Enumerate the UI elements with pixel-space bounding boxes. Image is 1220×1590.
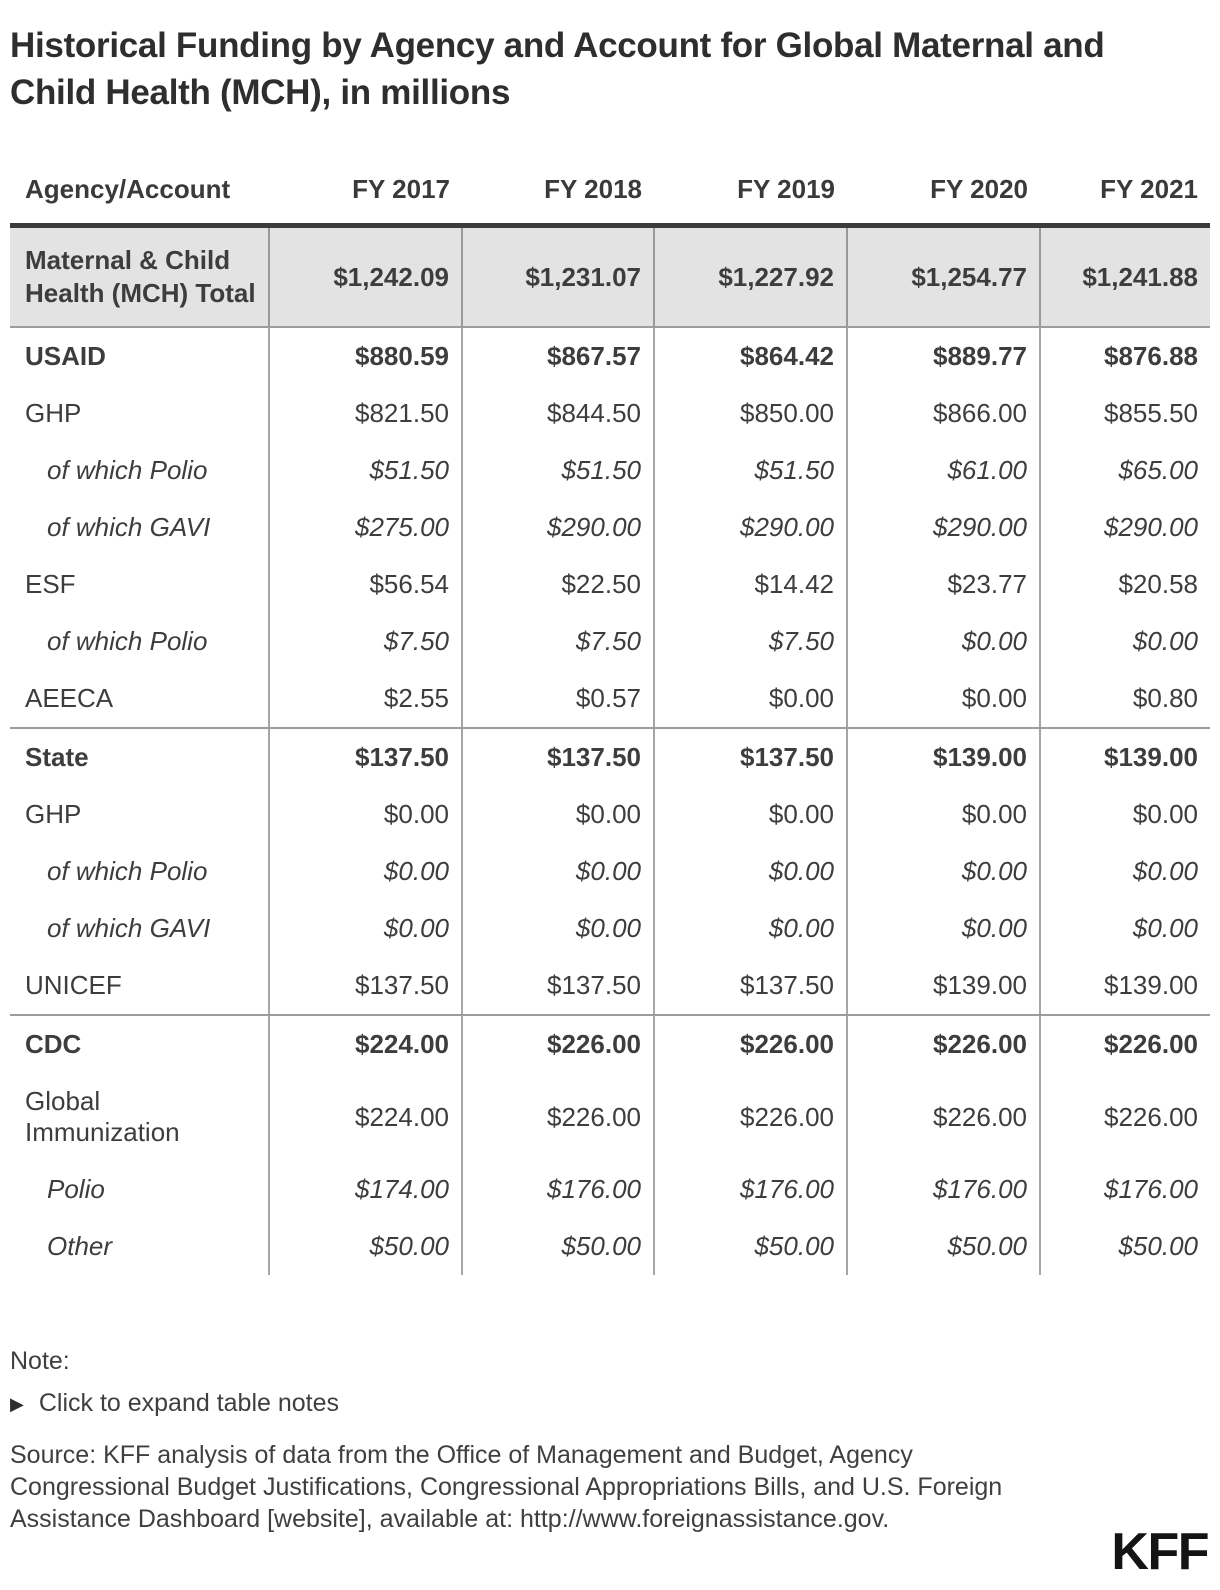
cell-value: $889.77 <box>847 327 1040 385</box>
cell-value: $51.50 <box>462 442 654 499</box>
cell-value: $51.50 <box>269 442 462 499</box>
expand-table-notes-toggle[interactable] <box>10 1389 339 1418</box>
cell-value: $7.50 <box>462 613 654 670</box>
cell-value: $880.59 <box>269 327 462 385</box>
cell-value: $176.00 <box>1040 1161 1210 1218</box>
cell-value: $290.00 <box>654 499 847 556</box>
column-header-agency-account: Agency/Account <box>10 166 269 226</box>
cell-value: $0.00 <box>269 900 462 957</box>
source-text: Source: KFF analysis of data from the Office of Management and Budget, Agency Congressional Budget Justifications, Congressional Appropriations Bills, and U.S. Foreign Assistance Dashboard [website], available at: http://www.foreignassistance.gov. <box>10 1441 1003 1533</box>
table-row-cdc-other <box>10 1218 1210 1275</box>
cell-value: $1,242.09 <box>269 226 462 328</box>
cell-value: $850.00 <box>654 385 847 442</box>
table-row-usaid <box>10 327 1210 385</box>
cell-value: $290.00 <box>462 499 654 556</box>
cell-value: $0.00 <box>462 900 654 957</box>
cell-value: $224.00 <box>269 1073 462 1161</box>
column-header-fy2021: FY 2021 <box>1040 166 1210 226</box>
cell-value: $290.00 <box>1040 499 1210 556</box>
cell-value: $226.00 <box>462 1073 654 1161</box>
row-label: Other <box>47 1231 113 1261</box>
cell-value: $0.00 <box>654 670 847 728</box>
cell-value: $0.00 <box>654 786 847 843</box>
row-label: CDC <box>25 1029 82 1059</box>
expand-toggle-label: Click to expand table notes <box>38 1389 340 1417</box>
cell-value: $1,241.88 <box>1040 226 1210 328</box>
cell-value: $139.00 <box>1040 957 1210 1015</box>
table-row-cdc-global-immunization <box>10 1073 1210 1161</box>
cell-value: $0.00 <box>654 900 847 957</box>
cell-value: $0.00 <box>462 843 654 900</box>
cell-value: $0.00 <box>654 843 847 900</box>
table-row-usaid-ghp <box>10 385 1210 442</box>
cell-value: $14.42 <box>654 556 847 613</box>
column-header-fy2018: FY 2018 <box>462 166 654 226</box>
cell-value: $51.50 <box>654 442 847 499</box>
row-label: of which GAVI <box>47 512 211 542</box>
cell-value: $139.00 <box>1040 728 1210 786</box>
table-row-state-ghp-gavi <box>10 900 1210 957</box>
notes-section <box>10 1347 1210 1535</box>
column-header-fy2017: FY 2017 <box>269 166 462 226</box>
row-label: Maternal & Child Health (MCH) Total <box>10 226 269 328</box>
kff-logo: KFF <box>1111 1523 1208 1581</box>
column-header-fy2020: FY 2020 <box>847 166 1040 226</box>
cell-value: $23.77 <box>847 556 1040 613</box>
cell-value: $7.50 <box>654 613 847 670</box>
row-label: Polio <box>47 1174 105 1204</box>
table-row-cdc-polio <box>10 1161 1210 1218</box>
cell-value: $0.00 <box>269 843 462 900</box>
row-label: GHP <box>25 398 82 428</box>
cell-value: $22.50 <box>462 556 654 613</box>
cell-value: $290.00 <box>847 499 1040 556</box>
cell-value: $1,231.07 <box>462 226 654 328</box>
cell-value: $226.00 <box>1040 1015 1210 1073</box>
cell-value: $176.00 <box>462 1161 654 1218</box>
cell-value: $2.55 <box>269 670 462 728</box>
table-header <box>10 166 1210 226</box>
row-label: ESF <box>25 569 76 599</box>
cell-value: $56.54 <box>269 556 462 613</box>
row-label: of which Polio <box>47 626 208 656</box>
cell-value: $864.42 <box>654 327 847 385</box>
row-label: GHP <box>25 799 82 829</box>
cell-value: $0.00 <box>1040 613 1210 670</box>
cell-value: $50.00 <box>847 1218 1040 1275</box>
cell-value: $137.50 <box>269 957 462 1015</box>
table-row-usaid-ghp-polio <box>10 442 1210 499</box>
table-row-state <box>10 728 1210 786</box>
cell-value: $226.00 <box>847 1015 1040 1073</box>
header-row <box>10 166 1210 226</box>
column-header-fy2019: FY 2019 <box>654 166 847 226</box>
cell-value: $0.00 <box>1040 900 1210 957</box>
cell-value: $0.00 <box>847 900 1040 957</box>
cell-value: $174.00 <box>269 1161 462 1218</box>
cell-value: $226.00 <box>654 1073 847 1161</box>
cell-value: $0.00 <box>847 786 1040 843</box>
table-row-cdc <box>10 1015 1210 1073</box>
cell-value: $0.00 <box>269 786 462 843</box>
cell-value: $50.00 <box>462 1218 654 1275</box>
table-row-usaid-esf <box>10 556 1210 613</box>
cell-value: $50.00 <box>269 1218 462 1275</box>
cell-value: $50.00 <box>654 1218 847 1275</box>
row-label: AEECA <box>10 670 269 728</box>
cell-value: $0.57 <box>462 670 654 728</box>
cell-value: $139.00 <box>847 728 1040 786</box>
cell-value: $7.50 <box>269 613 462 670</box>
cell-value: $176.00 <box>847 1161 1040 1218</box>
cell-value: $0.00 <box>1040 786 1210 843</box>
cell-value: $844.50 <box>462 385 654 442</box>
cell-value: $866.00 <box>847 385 1040 442</box>
table-row-usaid-esf-polio <box>10 613 1210 670</box>
cell-value: $224.00 <box>269 1015 462 1073</box>
cell-value: $20.58 <box>1040 556 1210 613</box>
cell-value: $867.57 <box>462 327 654 385</box>
funding-table <box>10 166 1210 1275</box>
figure-container <box>0 22 1220 1581</box>
cell-value: $50.00 <box>1040 1218 1210 1275</box>
cell-value: $0.00 <box>462 786 654 843</box>
cell-value: $0.00 <box>847 613 1040 670</box>
table-row-usaid-aeeca <box>10 670 1210 728</box>
cell-value: $61.00 <box>847 442 1040 499</box>
note-label: Note: <box>10 1347 70 1375</box>
row-label: of which Polio <box>47 455 208 485</box>
table-row-state-ghp-polio <box>10 843 1210 900</box>
cell-value: $137.50 <box>654 728 847 786</box>
row-label: State <box>25 742 89 772</box>
cell-value: $821.50 <box>269 385 462 442</box>
row-label: of which Polio <box>47 856 208 886</box>
cell-value: $1,227.92 <box>654 226 847 328</box>
cell-value: $137.50 <box>462 728 654 786</box>
cell-value: $137.50 <box>462 957 654 1015</box>
figure-title: Historical Funding by Agency and Account for Global Maternal and Child Health (MCH), in millions <box>10 26 1105 112</box>
cell-value: $226.00 <box>654 1015 847 1073</box>
cell-value: $855.50 <box>1040 385 1210 442</box>
cell-value: $275.00 <box>269 499 462 556</box>
row-label: of which GAVI <box>47 913 211 943</box>
table-row-mch-total <box>10 226 1210 328</box>
cell-value: $0.00 <box>847 843 1040 900</box>
cell-value: $137.50 <box>269 728 462 786</box>
cell-value: $0.80 <box>1040 670 1210 728</box>
cell-value: $0.00 <box>847 670 1040 728</box>
cell-value: $0.00 <box>1040 843 1210 900</box>
table-row-state-unicef <box>10 957 1210 1015</box>
cell-value: $226.00 <box>1040 1073 1210 1161</box>
table-row-usaid-ghp-gavi <box>10 499 1210 556</box>
cell-value: $876.88 <box>1040 327 1210 385</box>
row-label: Global Immunization <box>25 1086 180 1147</box>
table-body <box>10 226 1210 1276</box>
cell-value: $226.00 <box>847 1073 1040 1161</box>
expand-arrow-icon: ▶ <box>10 1393 24 1414</box>
cell-value: $137.50 <box>654 957 847 1015</box>
table-row-state-ghp <box>10 786 1210 843</box>
row-label: UNICEF <box>10 957 269 1015</box>
cell-value: $65.00 <box>1040 442 1210 499</box>
cell-value: $1,254.77 <box>847 226 1040 328</box>
cell-value: $176.00 <box>654 1161 847 1218</box>
cell-value: $139.00 <box>847 957 1040 1015</box>
row-label: USAID <box>25 341 106 371</box>
cell-value: $226.00 <box>462 1015 654 1073</box>
